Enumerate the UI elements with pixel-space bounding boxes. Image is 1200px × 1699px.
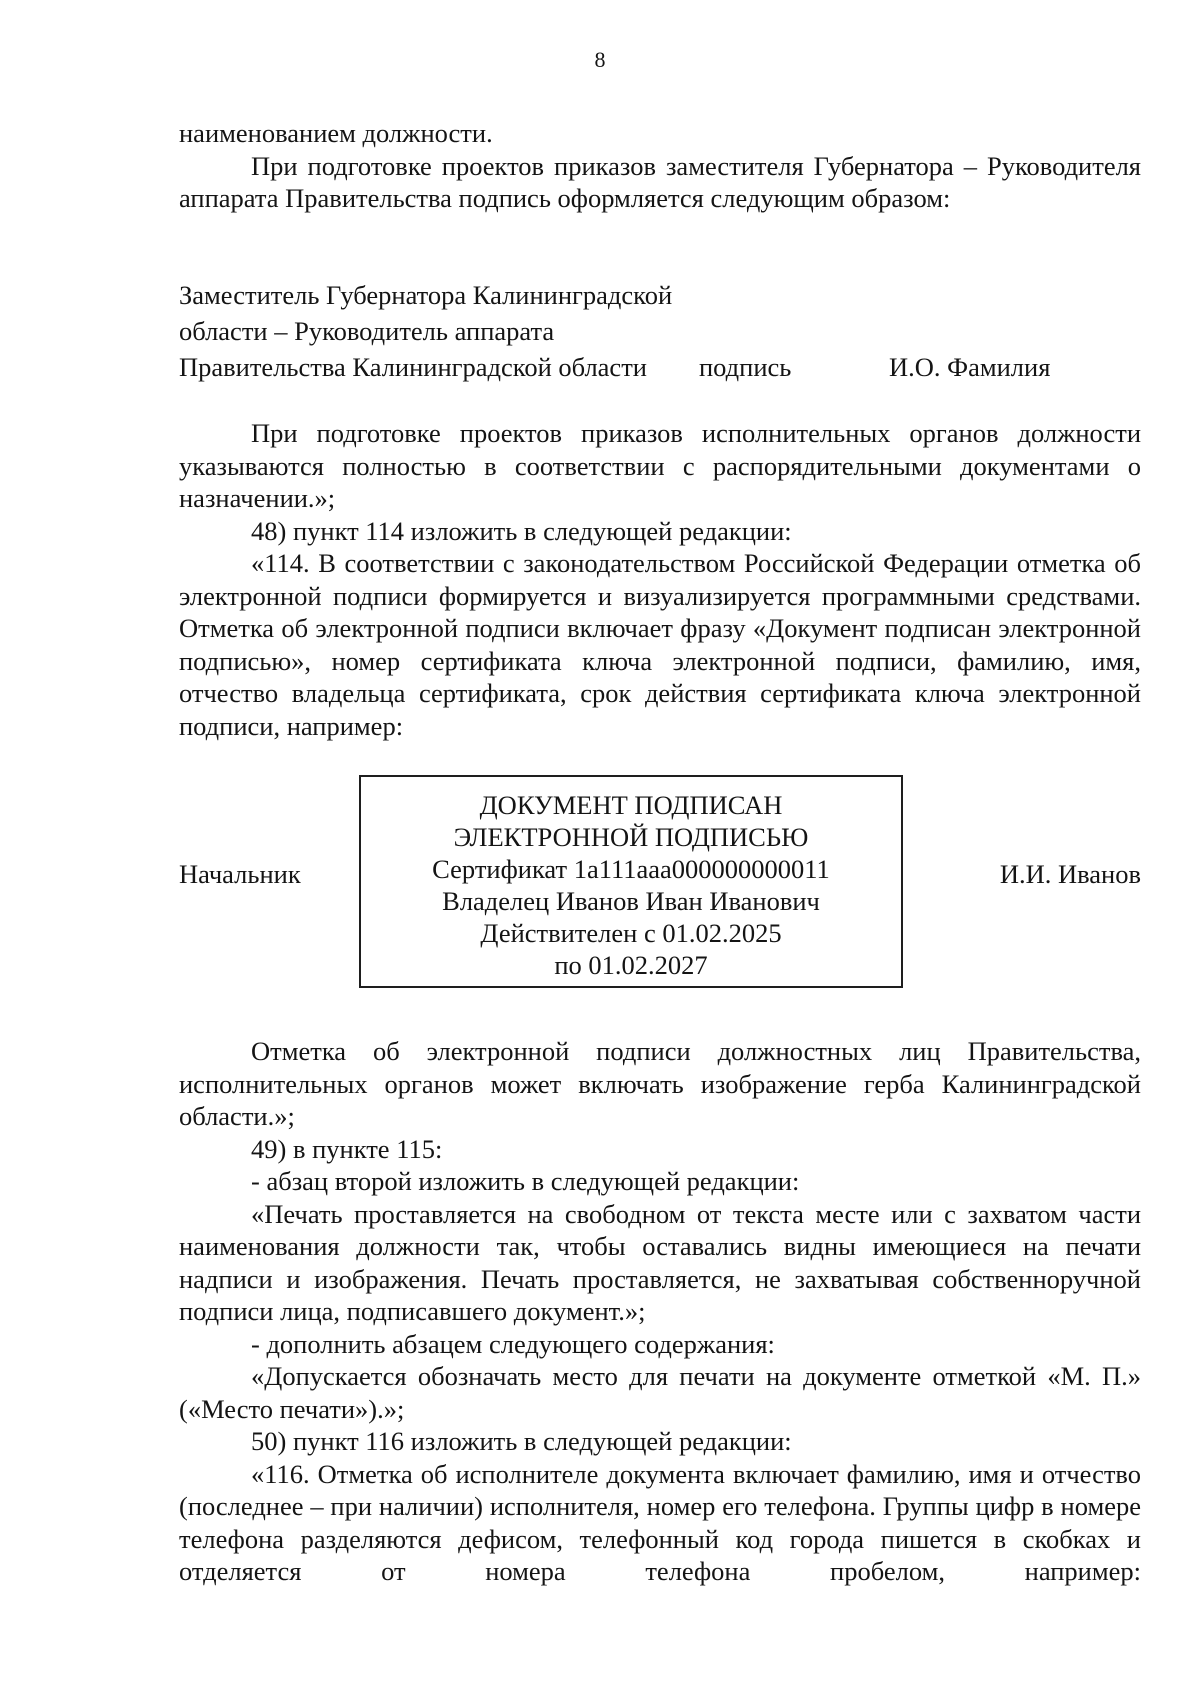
paragraph-item-49: 49) в пункте 115:	[251, 1133, 443, 1164]
paragraph-clause-114: «114. В соответствии с законодательством Российской Федерации отметка об электронной подписи формируется и визуализируется программными средствами. Отметка об электронной подписи включает фразу «Документ подписан электронной подписью», номер сертификата ключа электронной подписи, фамилию, имя, отчество владельца сертификата, срок действия сертификата ключа электронной подписи, например:	[179, 548, 1141, 741]
paragraph-clause-116: «116. Отметка об исполнителе документа включает фамилию, имя и отчество (последнее – при наличии) исполнителя, номер его телефона. Группы цифр в номере телефона разделяются дефисом, телефонный код города пишется в скобках и отделяется от номера телефона пробелом, например:	[179, 1458, 1141, 1586]
stamp-line-title-2: ЭЛЕКТРОННОЙ ПОДПИСЬЮ	[453, 822, 809, 852]
signature-position-line-2: области – Руководитель аппарата	[179, 316, 555, 346]
paragraph-subitem-1: - абзац второй изложить в следующей редакции:	[251, 1166, 800, 1196]
stamp-line-title-1: ДОКУМЕНТ ПОДПИСАН	[479, 790, 783, 820]
signature-example	[179, 277, 1099, 385]
paragraph-coat-of-arms: Отметка об электронной подписи должностных лиц Правительства, исполнительных органов может включать изображение герба Калининградской области.»;	[179, 1036, 1141, 1131]
stamp-position-label: Начальник	[179, 859, 301, 889]
paragraph-item-48: 48) пункт 114 изложить в следующей редакции:	[251, 515, 792, 546]
stamp-line-certificate: Сертификат 1a111aaa000000000011	[432, 854, 830, 884]
section-115-116-block	[179, 1035, 1141, 1588]
signature-name: И.О. Фамилия	[889, 352, 1051, 382]
stamp-line-valid-to: по 01.02.2027	[554, 950, 708, 980]
page-number: 8	[594, 47, 606, 72]
paragraph-seal-mark: «Допускается обозначать место для печати на документе отметкой «М. П.» («Место печати»).»;	[179, 1361, 1141, 1424]
intro-block	[179, 117, 1141, 215]
signature-position-line-3: Правительства Калининградской области	[179, 352, 647, 382]
paragraph-positions: При подготовке проектов приказов исполнительных органов должности указываются полностью в соответствии с распорядительными документами о назначении.»;	[179, 418, 1141, 513]
paragraph-item-50: 50) пункт 116 изложить в следующей редакции:	[251, 1426, 792, 1456]
stamp-signer-name: И.И. Иванов	[999, 859, 1141, 889]
signature-position-line-1: Заместитель Губернатора Калининградской	[179, 280, 673, 310]
stamp-line-owner: Владелец Иванов Иван Иванович	[442, 886, 820, 916]
intro-line: наименованием должности.	[179, 118, 493, 148]
intro-paragraph: При подготовке проектов приказов заместителя Губернатора – Руководителя аппарата Правительства подпись оформляется следующим образом:	[179, 150, 1141, 213]
signature-row	[179, 349, 1099, 385]
electronic-signature-example	[179, 775, 1141, 992]
stamp-line-valid-from: Действителен с 01.02.2025	[480, 918, 782, 948]
electronic-signature-stamp	[359, 775, 903, 988]
paragraph-subitem-2: - дополнить абзацем следующего содержания:	[251, 1328, 775, 1359]
paragraph-seal-placement: «Печать проставляется на свободном от текста месте или с захватом части наименования должности так, чтобы оставались видны имеющиеся на печати надписи и изображения. Печать проставляется, не захватывая собственноручной подписи лица, подписавшего документ.»;	[179, 1198, 1141, 1326]
section-114-block	[179, 417, 1141, 742]
signature-placeholder: подпись	[699, 352, 792, 382]
